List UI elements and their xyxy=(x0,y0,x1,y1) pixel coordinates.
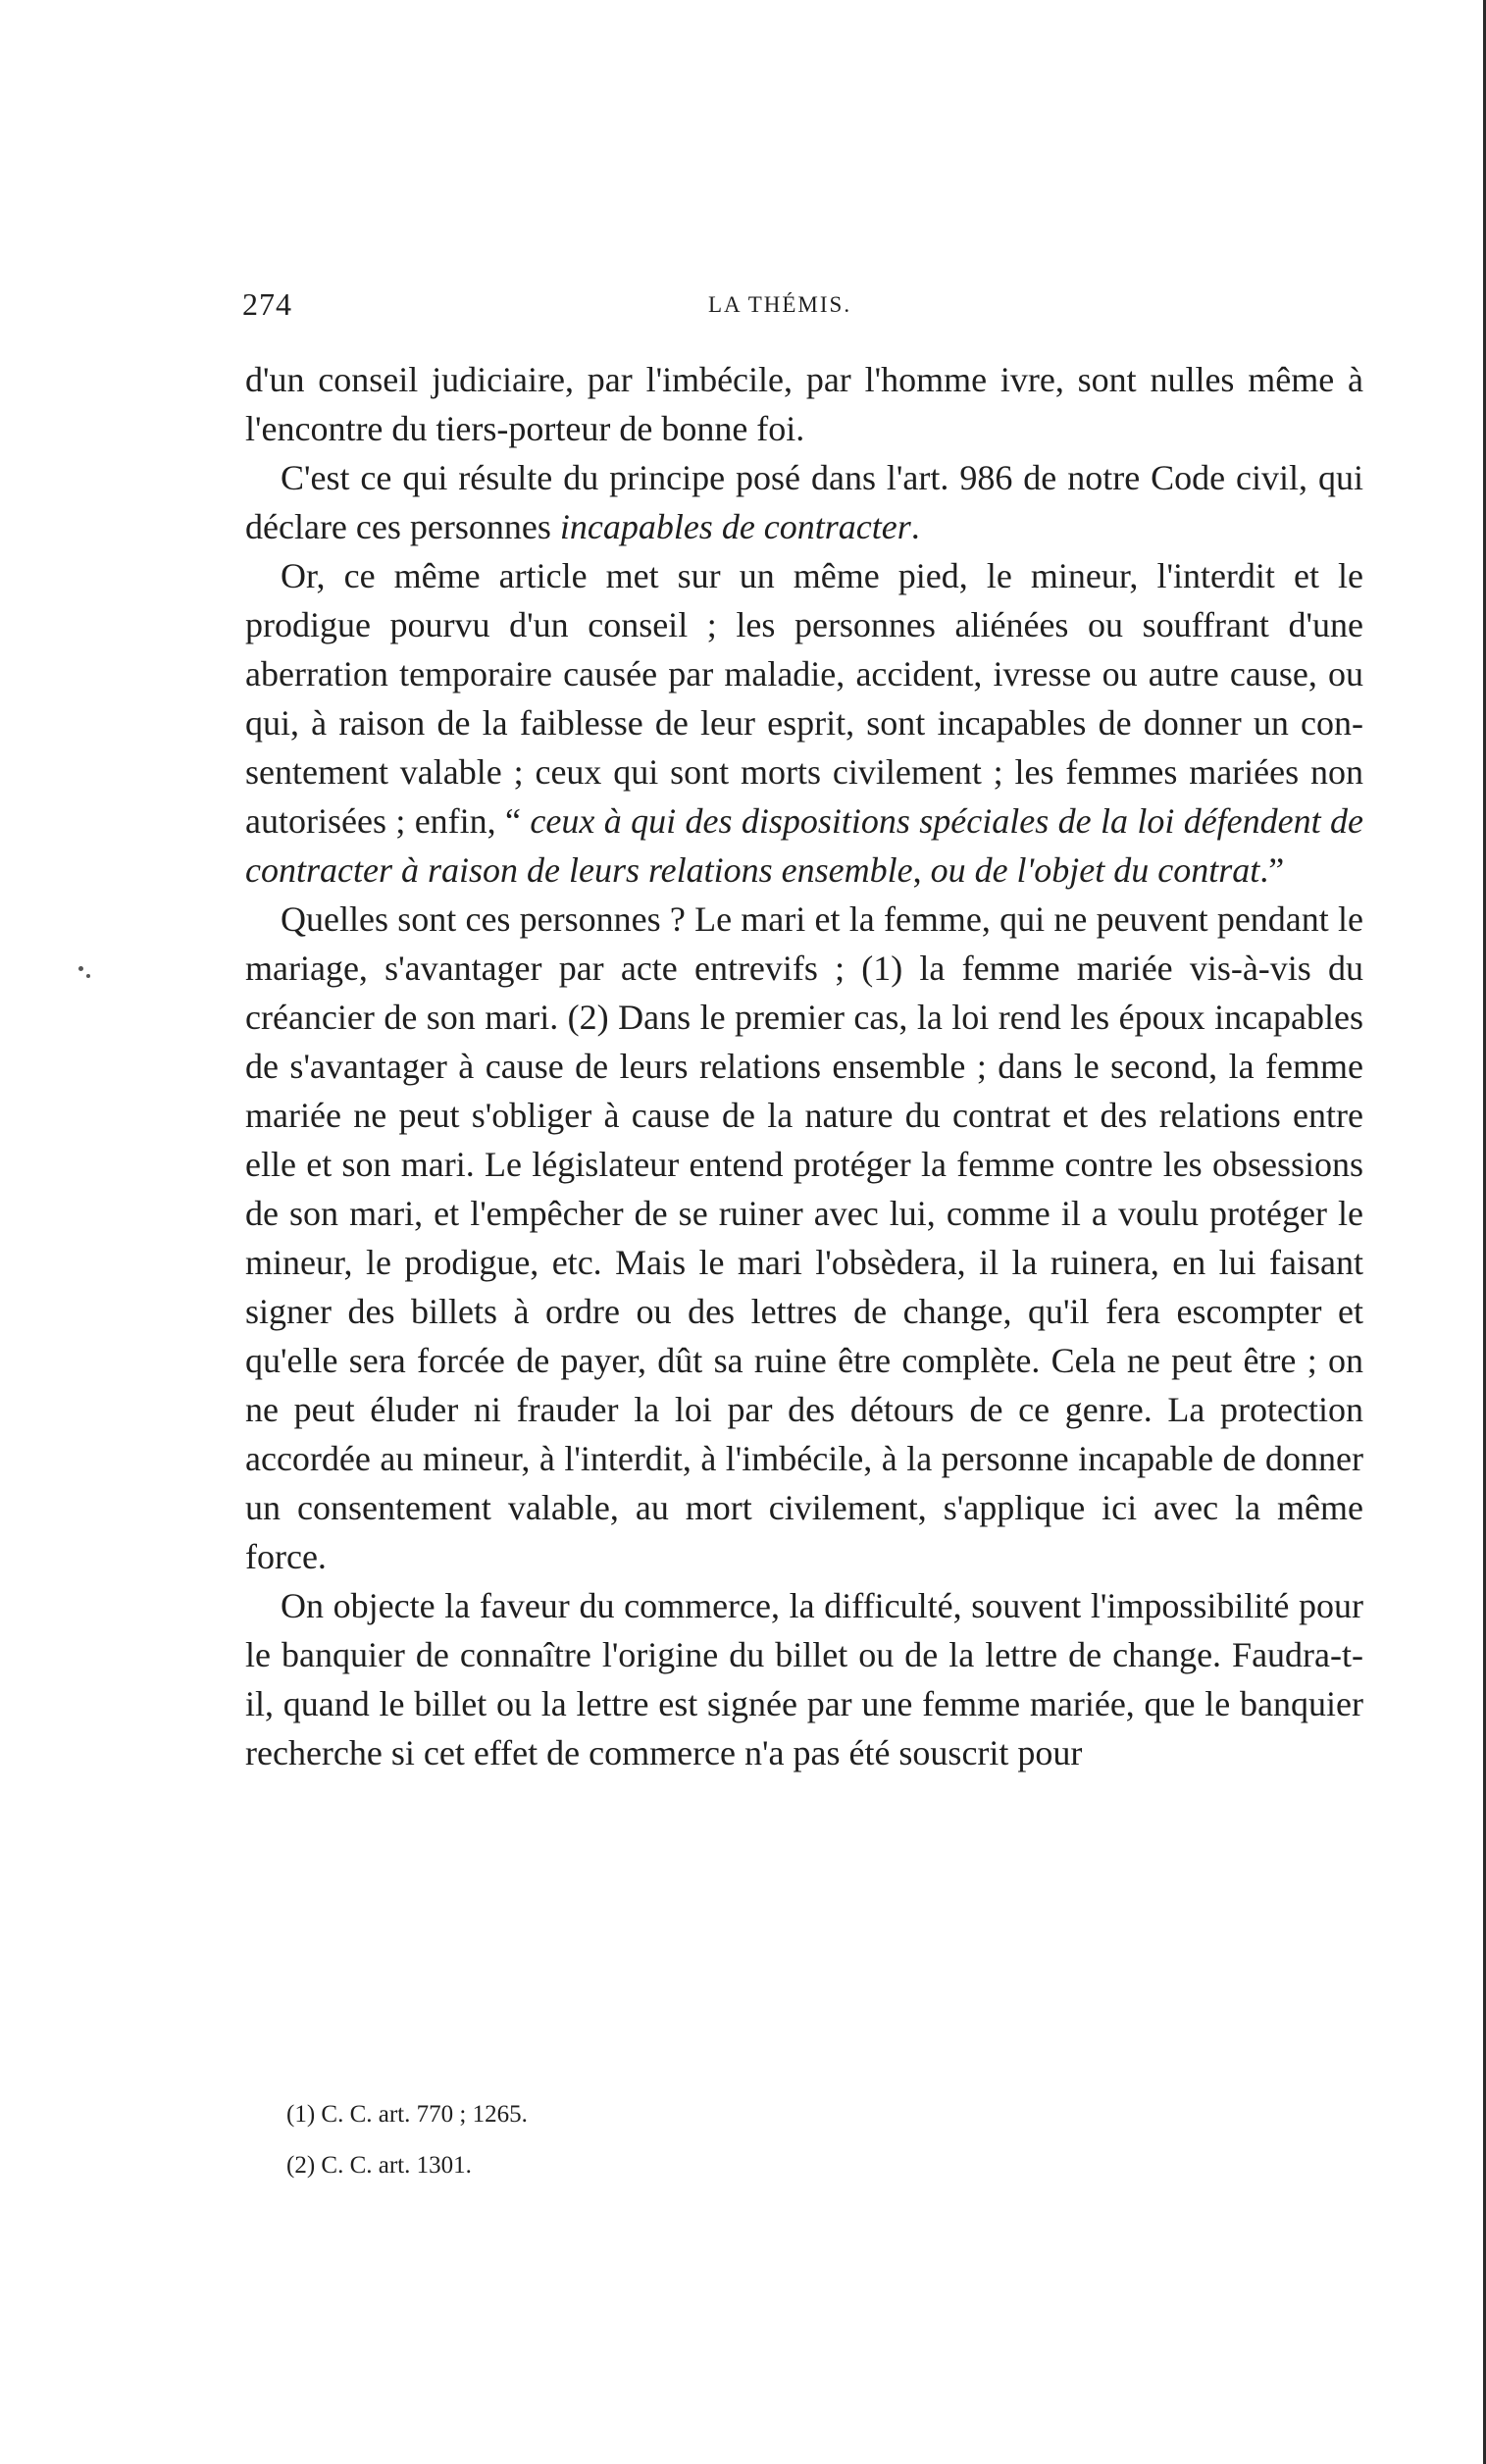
italic-phrase: incapables de contracter xyxy=(559,507,911,546)
italic-quote: ceux à qui des dispositions spéciales de la loi défendent de contracter à raison de leurs relations ensemble xyxy=(245,801,1363,890)
footnote-2: (2) C. C. art. 1301. xyxy=(286,2152,472,2179)
page-header xyxy=(242,286,1360,330)
paragraph-text: Or, ce même article met sur un même pied, le mineur, l'interdit et le prodigue pourvu d'un conseil ; les personnes aliénées ou souffrant d'une aberration temporaire causée par maladie, accident, ivresse ou autre cause, ou qui, à raison de la faiblesse de leur esprit, sont incapables de donner un consentement valable ; ceux qui sont morts civilement ; les femmes mariées non autorisées ; enfin, “ xyxy=(245,556,1363,841)
running-head: LA THÉMIS. xyxy=(708,292,852,317)
paragraph-5 xyxy=(245,1581,1363,1777)
footnotes xyxy=(286,2089,1169,2191)
paragraph-3 xyxy=(245,551,1363,895)
paragraph-text: Quelles sont ces personnes ? Le mari et la femme, qui ne peuvent pendant le mariage, s'avantager par acte entrevifs ; (1) la femme mariée vis-à-vis du créancier de son mari. (2) Dans le premier cas, la loi rend les époux incapables de s'avantager à cause de leurs relations ensemble ; dans le second, la femme mariée ne peut s'obliger à cause de la nature du contrat et des relations entre elle et son mari. Le législateur entend protéger la femme contre les obsessions de son mari, et l'empêcher de se ruiner avec lui, comme il a voulu protéger le mineur, le prodigue, etc. Mais le mari l'obsèdera, il la ruinera, en lui faisant signer des billets à ordre ou des lettres de change, qu'il fera escompter et qu'elle sera forcée de payer, dût sa ruine être complète. Cela ne peut être ; on ne peut éluder ni frauder la loi par des détours de ce genre. La protection accordée au mineur, à l'interdit, à l'imbécile, à la personne incapable de donner un consentement valable, au mort civilement, s'applique ici avec la même force. xyxy=(245,899,1363,1576)
paragraph-text: On objecte la faveur du commerce, la difficulté, souvent l'impossibilité pour le banquier de connaître l'origine du billet ou de la lettre de change. Faudra-t-il, quand le billet ou la lettre est signée par une femme mariée, que le banquier recherche si cet effet de commerce n'a pas été souscrit pour xyxy=(245,1586,1363,1772)
italic-quote: ou de l'objet du contrat xyxy=(930,850,1260,890)
page-number: 274 xyxy=(242,286,292,322)
paragraph-4 xyxy=(245,895,1363,1581)
paragraph-1 xyxy=(245,355,1363,453)
paragraph-text: , xyxy=(912,850,931,890)
paragraph-text: d'un conseil judiciaire, par l'imbécile, par l'homme ivre, sont nulles même à l'encontre du tiers-porteur de bonne foi. xyxy=(245,360,1363,448)
paragraph-text: C'est ce qui résulte du principe posé dans l'art. 986 de notre Code civil, qui déclare ces personnes xyxy=(245,458,1363,546)
paragraph-text: .” xyxy=(1259,850,1285,890)
paragraph-2 xyxy=(245,453,1363,551)
stray-mark xyxy=(86,974,90,978)
footnote-1: (1) C. C. art. 770 ; 1265. xyxy=(286,2101,528,2128)
paragraph-text: . xyxy=(910,507,920,546)
stray-mark xyxy=(78,966,83,971)
body-text xyxy=(245,355,1363,1777)
